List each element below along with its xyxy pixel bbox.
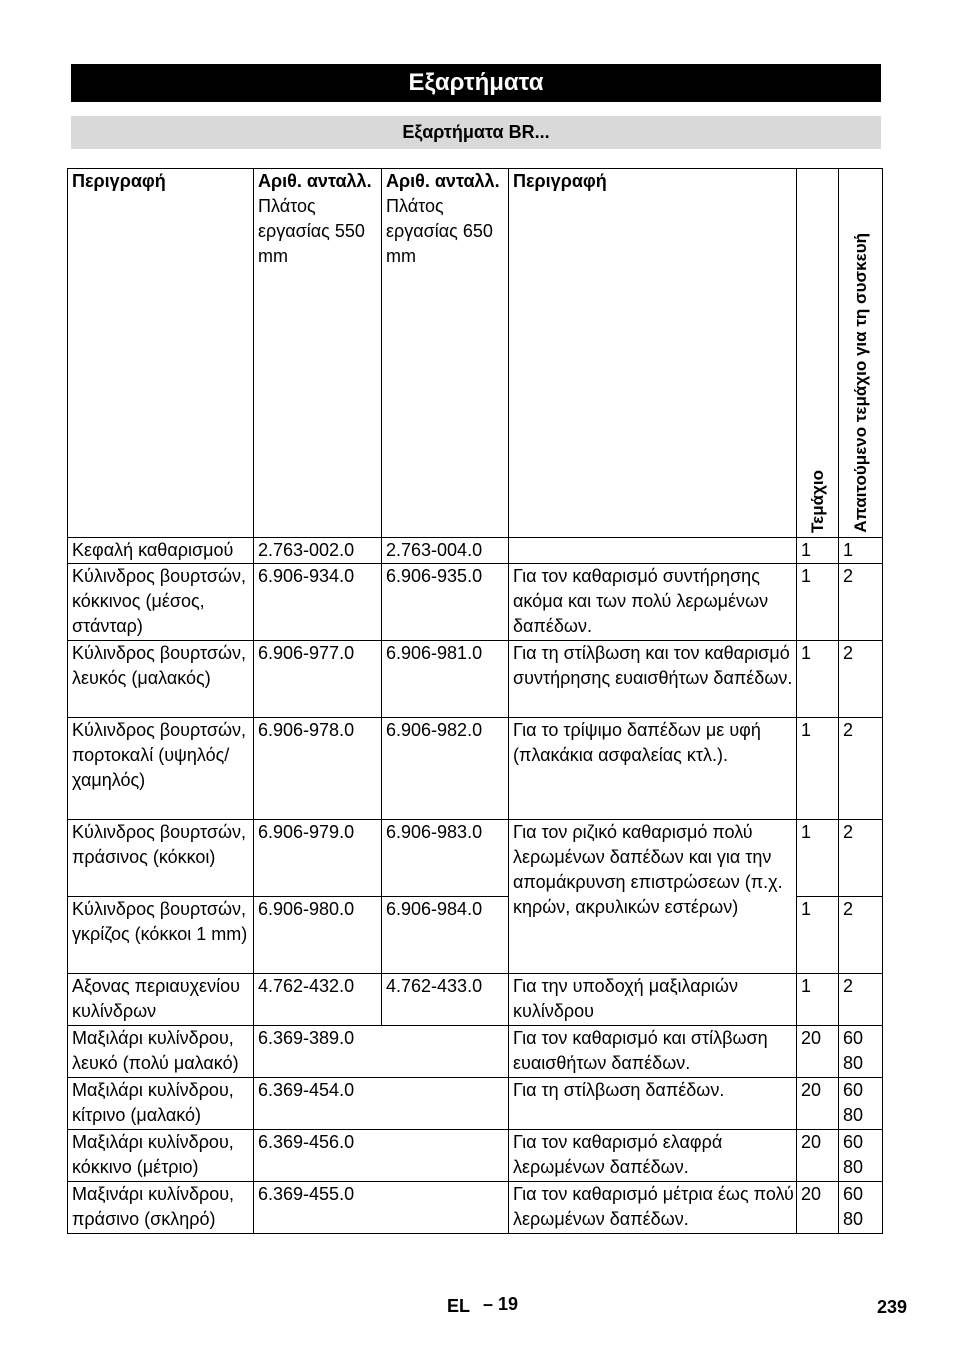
row-piece: 1 [797,897,839,974]
table-row [68,974,883,1026]
row-name: Κεφαλή καθαρισμού [68,538,254,564]
row-part-no: 6.369-455.0 [254,1182,509,1234]
row-piece: 1 [797,820,839,897]
row-piece: 1 [797,974,839,1026]
footer-language: EL [447,1296,471,1316]
row-required: 2 [839,974,883,1026]
table-row [68,538,883,564]
table-row [68,641,883,718]
row-desc: Για το τρίψιμο δαπέδων με υφή (πλακάκια ασφαλείας κτλ.). [509,718,797,820]
row-desc: Για τον ριζικό καθαρισμό πολύ λερωμένων δαπέδων και για την απομάκρυνση επιστρώσεων (π.χ. κηρών, ακρυλικών εστέρων) [509,820,797,974]
row-part-650: 6.906-984.0 [382,897,509,974]
row-desc: Για τον καθαρισμό και στίλβωση ευαισθήτων δαπέδων. [509,1026,797,1078]
row-part-550: 4.762-432.0 [254,974,382,1026]
row-required: 2 [839,718,883,820]
row-name: Αξονας περιαυχενίου κυλίνδρων [68,974,254,1026]
row-required: 2 [839,820,883,897]
table-row [68,1078,883,1130]
row-part-550: 6.906-978.0 [254,718,382,820]
row-desc: Για τη στίλβωση δαπέδων. [509,1078,797,1130]
row-name: Μαξιλάρι κυλίνδρου, λευκό (πολύ μαλακό) [68,1026,254,1078]
header-part-no-650: Αριθ. ανταλλ. Πλάτος εργασίας 650 mm [382,169,509,538]
table-row [68,1130,883,1182]
row-required: 60 80 [839,1078,883,1130]
row-required: 2 [839,897,883,974]
row-name: Κύλινδρος βουρτσών, πράσινος (κόκκοι) [68,820,254,897]
row-name: Μαξινάρι κυλίνδρου, πράσινο (σκληρό) [68,1182,254,1234]
footer-page-number: 239 [877,1297,908,1317]
header-part-no-550: Αριθ. ανταλλ. Πλάτος εργασίας 550 mm [254,169,382,538]
accessories-table [67,168,883,1234]
row-name: Κύλινδρος βουρτσών, γκρίζος (κόκκοι 1 mm) [68,897,254,974]
table-row [68,1182,883,1234]
footer-section-page: – 19 [483,1294,519,1314]
row-desc [509,538,797,564]
row-required: 60 80 [839,1182,883,1234]
header-description: Περιγραφή [68,169,254,538]
row-part-650: 6.906-981.0 [382,641,509,718]
row-required: 60 80 [839,1026,883,1078]
row-piece: 1 [797,538,839,564]
table-row [68,718,883,820]
row-part-no: 6.369-389.0 [254,1026,509,1078]
row-desc: Για την υποδοχή μαξιλαριών κυλίνδρου [509,974,797,1026]
row-name: Κύλινδρος βουρτσών, πορτοκαλί (υψηλός/ χαμηλός) [68,718,254,820]
row-desc: Για τον καθαρισμό ελαφρά λερωμένων δαπέδων. [509,1130,797,1182]
row-name: Κύλινδρος βουρτσών, κόκκινος (μέσος, στάνταρ) [68,564,254,641]
row-part-no: 6.369-454.0 [254,1078,509,1130]
row-piece: 1 [797,718,839,820]
row-required: 2 [839,564,883,641]
row-part-650: 4.762-433.0 [382,974,509,1026]
row-part-550: 6.906-979.0 [254,820,382,897]
row-part-550: 6.906-980.0 [254,897,382,974]
row-name: Κύλινδρος βουρτσών, λευκός (μαλακός) [68,641,254,718]
row-required: 60 80 [839,1130,883,1182]
row-name: Μαξιλάρι κυλίνδρου, κόκκινο (μέτριο) [68,1130,254,1182]
row-part-no: 6.369-456.0 [254,1130,509,1182]
table-row [68,820,883,897]
row-desc: Για τον καθαρισμό μέτρια έως πολύ λερωμένων δαπέδων. [509,1182,797,1234]
row-piece: 20 [797,1026,839,1078]
row-required: 1 [839,538,883,564]
row-name: Μαξιλάρι κυλίνδρου, κίτρινο (μαλακό) [68,1078,254,1130]
row-piece: 20 [797,1130,839,1182]
row-piece: 1 [797,564,839,641]
header-piece: Τεμάχιο [797,169,839,538]
row-required: 2 [839,641,883,718]
row-part-650: 6.906-935.0 [382,564,509,641]
header-description-2: Περιγραφή [509,169,797,538]
table-row [68,1026,883,1078]
page-title: Εξαρτήματα [71,64,881,102]
row-desc: Για τον καθαρισμό συντήρησης ακόμα και των πολύ λερωμένων δαπέδων. [509,564,797,641]
header-required-pieces: Απαιτούμενο τεμάχιο για τη συσκευή [839,169,883,538]
table-row [68,564,883,641]
row-piece: 1 [797,641,839,718]
row-part-550: 2.763-002.0 [254,538,382,564]
row-part-550: 6.906-977.0 [254,641,382,718]
row-desc: Για τη στίλβωση και τον καθαρισμό συντήρησης ευαισθήτων δαπέδων. [509,641,797,718]
row-part-650: 2.763-004.0 [382,538,509,564]
table-header-row [68,169,883,538]
row-part-650: 6.906-982.0 [382,718,509,820]
row-part-650: 6.906-983.0 [382,820,509,897]
row-part-550: 6.906-934.0 [254,564,382,641]
row-piece: 20 [797,1078,839,1130]
section-title: Εξαρτήματα BR... [71,116,881,149]
row-piece: 20 [797,1182,839,1234]
